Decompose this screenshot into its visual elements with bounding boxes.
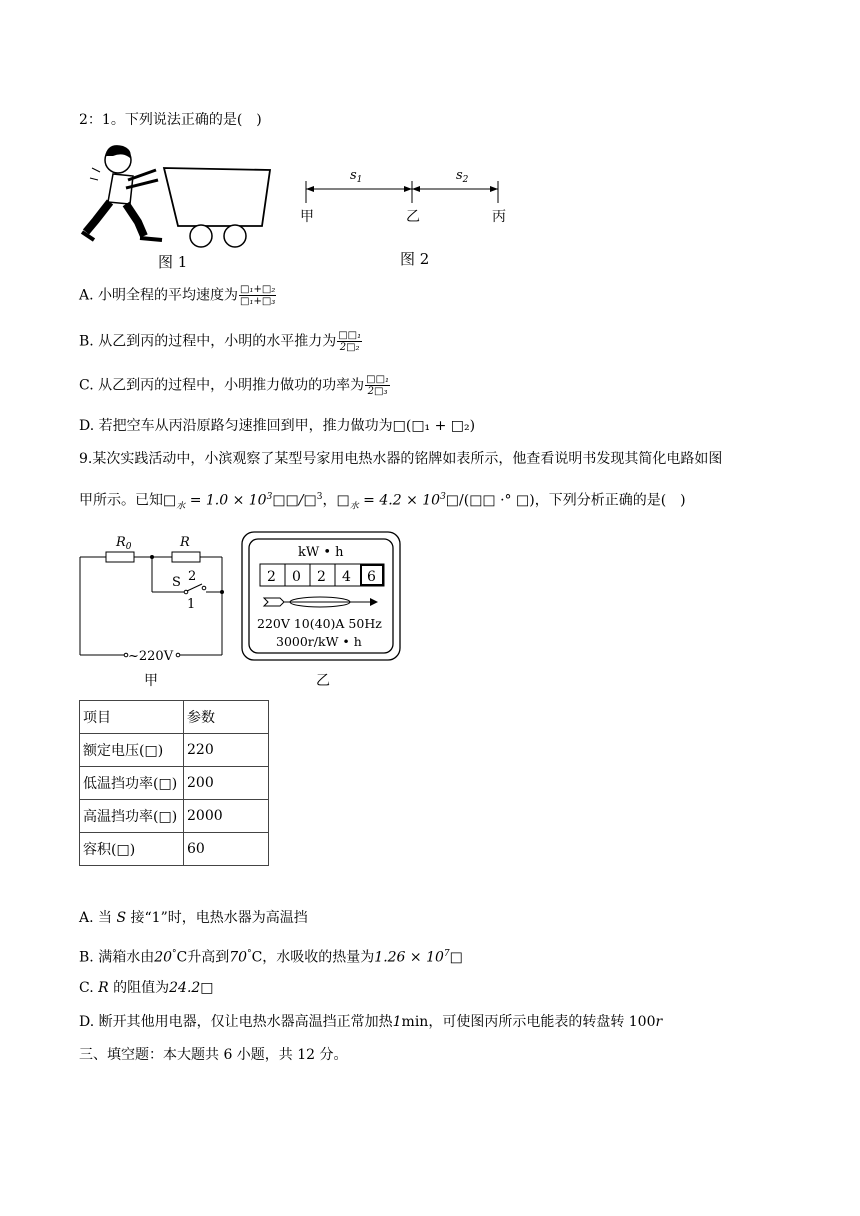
point-bing: 丙 bbox=[492, 209, 506, 225]
table-cell: 高温挡功率(□) bbox=[80, 800, 184, 833]
voltage-source-label: ~220V bbox=[128, 649, 174, 664]
q9-option-b: B. 满箱水由20°C升高到70°C，水吸收的热量为$1.26 \times 10^7□$ bbox=[79, 949, 463, 966]
meter-digit: 6 bbox=[367, 569, 376, 585]
q9-option-a: A. 当 S 接“1”时，电热水器为高温挡 bbox=[79, 910, 308, 926]
table-cell: 低温挡功率(□) bbox=[80, 767, 184, 800]
meter-label: 乙 bbox=[316, 673, 330, 689]
switch-position-1: 1 bbox=[187, 597, 196, 612]
table-cell: 60 bbox=[184, 833, 269, 866]
resistor-r0 bbox=[106, 552, 134, 562]
table-row bbox=[80, 767, 269, 800]
q8-option-b: B. 从乙到丙的过程中，小明的水平推力为 $\frac{\text{□□₁}}{\text{2□₂}}$ bbox=[79, 330, 362, 353]
q8-option-a: A. 小明全程的平均速度为 $\frac{\text{□₁+□₂}}{\text{□₁+□₃}}$ bbox=[79, 284, 276, 307]
q8-intro: 2：1。下列说法正确的是( ) bbox=[79, 112, 262, 128]
section-3-heading: 三、填空题：本大题共 6 小题，共 12 分。 bbox=[79, 1047, 348, 1063]
meter-digit: 4 bbox=[342, 569, 351, 585]
figure-1-label: 图 1 bbox=[158, 253, 188, 271]
electric-meter bbox=[240, 530, 405, 690]
q9-line-2: 甲所示。已知$□_水 = 1.0$ × $10^3□□/□^3$，$□_水 = 4.2$ × $10^3□/(□□$ ·° □)，下列分析正确的是( ) bbox=[79, 492, 686, 512]
meter-digit: 2 bbox=[267, 569, 276, 585]
q9-option-d: D. 断开其他用电器，仅让电热水器高温挡正常加热1min，可使图丙所示电能表的转盘转 100r bbox=[79, 1014, 663, 1030]
option-b-fraction: $\frac{\text{□□₁}}{\text{2□₂}}$ bbox=[338, 330, 362, 353]
resistor-r bbox=[172, 552, 200, 562]
point-jia: 甲 bbox=[300, 209, 314, 225]
table-header-row bbox=[80, 701, 269, 734]
switch-position-2: 2 bbox=[188, 569, 197, 584]
figure-2-label: 图 2 bbox=[400, 250, 430, 268]
q9-option-c: C. R 的阻值为24.2□ bbox=[79, 980, 214, 996]
point-yi: 乙 bbox=[406, 209, 420, 225]
meter-digits bbox=[260, 564, 384, 586]
meter-digit: 2 bbox=[317, 569, 326, 585]
table-row bbox=[80, 734, 269, 767]
table-cell: 额定电压(□) bbox=[80, 734, 184, 767]
meter-spec-2: 3000r/kW • h bbox=[276, 634, 362, 649]
meter-spec-1: 220V 10(40)A 50Hz bbox=[257, 616, 382, 631]
table-cell: 容积(□) bbox=[80, 833, 184, 866]
parameter-table bbox=[79, 700, 269, 866]
table-header-cell: 参数 bbox=[184, 701, 269, 734]
figure-2-distance-diagram bbox=[298, 165, 518, 230]
r-label: R bbox=[180, 535, 190, 550]
s2-label: $s_2$ bbox=[456, 168, 469, 185]
table-row bbox=[80, 800, 269, 833]
q9-line-1: 9.某次实践活动中，小滨观察了某型号家用电热水器的铭牌如表所示，他查看说明书发现其简化电路如图 bbox=[79, 451, 723, 467]
table-row bbox=[80, 833, 269, 866]
switch-label: S bbox=[172, 575, 181, 590]
table-cell: 220 bbox=[184, 734, 269, 767]
s1-label: $s_1$ bbox=[350, 168, 363, 185]
meter-digit: 0 bbox=[292, 569, 301, 585]
table-header-cell: 项目 bbox=[80, 701, 184, 734]
option-a-fraction: $\frac{\text{□₁+□₂}}{\text{□₁+□₃}}$ bbox=[240, 284, 276, 307]
q8-option-d: D. 若把空车从丙沿原路匀速推回到甲，推力做功为□(□₁ + □₂) bbox=[79, 418, 476, 434]
option-c-fraction: $\frac{\text{□□₁}}{\text{2□₃}}$ bbox=[366, 374, 390, 397]
meter-unit: kW • h bbox=[298, 545, 344, 560]
circuit-label: 甲 bbox=[144, 673, 158, 689]
table-cell: 2000 bbox=[184, 800, 269, 833]
q8-option-c: C. 从乙到丙的过程中，小明推力做功的功率为 $\frac{\text{□□₁}}{\text{2□₃}}$ bbox=[79, 374, 390, 397]
table-cell: 200 bbox=[184, 767, 269, 800]
r0-label: $R_0$ bbox=[116, 535, 132, 552]
circuit-diagram bbox=[76, 530, 236, 690]
